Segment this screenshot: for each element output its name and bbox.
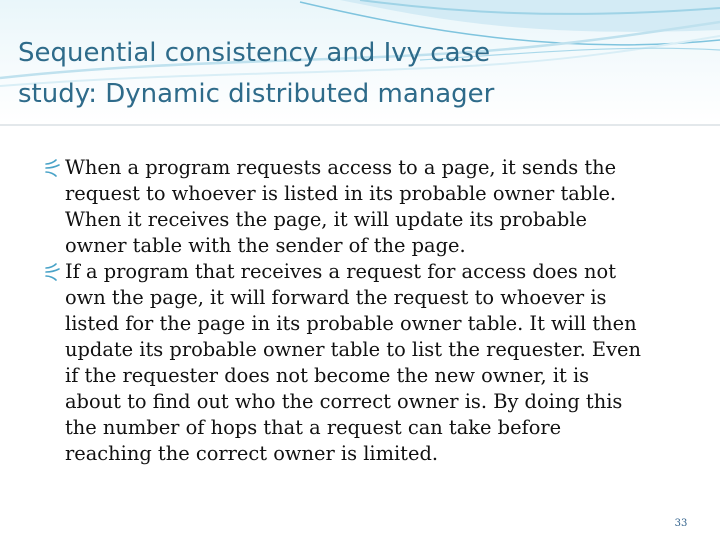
ornament-bullet-icon bbox=[44, 259, 62, 285]
bullet-text-line: the number of hops that a request can take before bbox=[65, 416, 562, 439]
bullet-item bbox=[44, 155, 684, 259]
title-divider bbox=[0, 124, 720, 126]
bullet-text-line: owner table with the sender of the page. bbox=[65, 234, 466, 257]
page-number: 33 bbox=[674, 518, 688, 529]
bullet-text-line: request to whoever is listed in its probable owner table. bbox=[65, 182, 617, 205]
bullet-text-line: If a program that receives a request for access does not bbox=[65, 260, 616, 283]
bullet-text-line: When a program requests access to a page, it sends the bbox=[65, 156, 617, 179]
bullet-text-line: own the page, it will forward the request to whoever is bbox=[65, 286, 607, 309]
bullet-text-line: about to find out who the correct owner is. By doing this bbox=[65, 390, 623, 413]
bullet-text-line: if the requester does not become the new owner, it is bbox=[65, 364, 590, 387]
slide-title-line: Sequential consistency and Ivy case bbox=[18, 38, 491, 68]
slide-title bbox=[18, 33, 638, 115]
bullet-item bbox=[44, 259, 684, 467]
bullet-list bbox=[44, 155, 684, 467]
bullet-text-line: When it receives the page, it will update its probable bbox=[65, 208, 587, 231]
bullet-text-line: update its probable owner table to list the requester. Even bbox=[65, 338, 642, 361]
slide-title-line: study: Dynamic distributed manager bbox=[18, 79, 495, 109]
ornament-bullet-icon bbox=[44, 155, 62, 181]
bullet-text-line: reaching the correct owner is limited. bbox=[65, 442, 439, 465]
bullet-text-line: listed for the page in its probable owner table. It will then bbox=[65, 312, 637, 335]
